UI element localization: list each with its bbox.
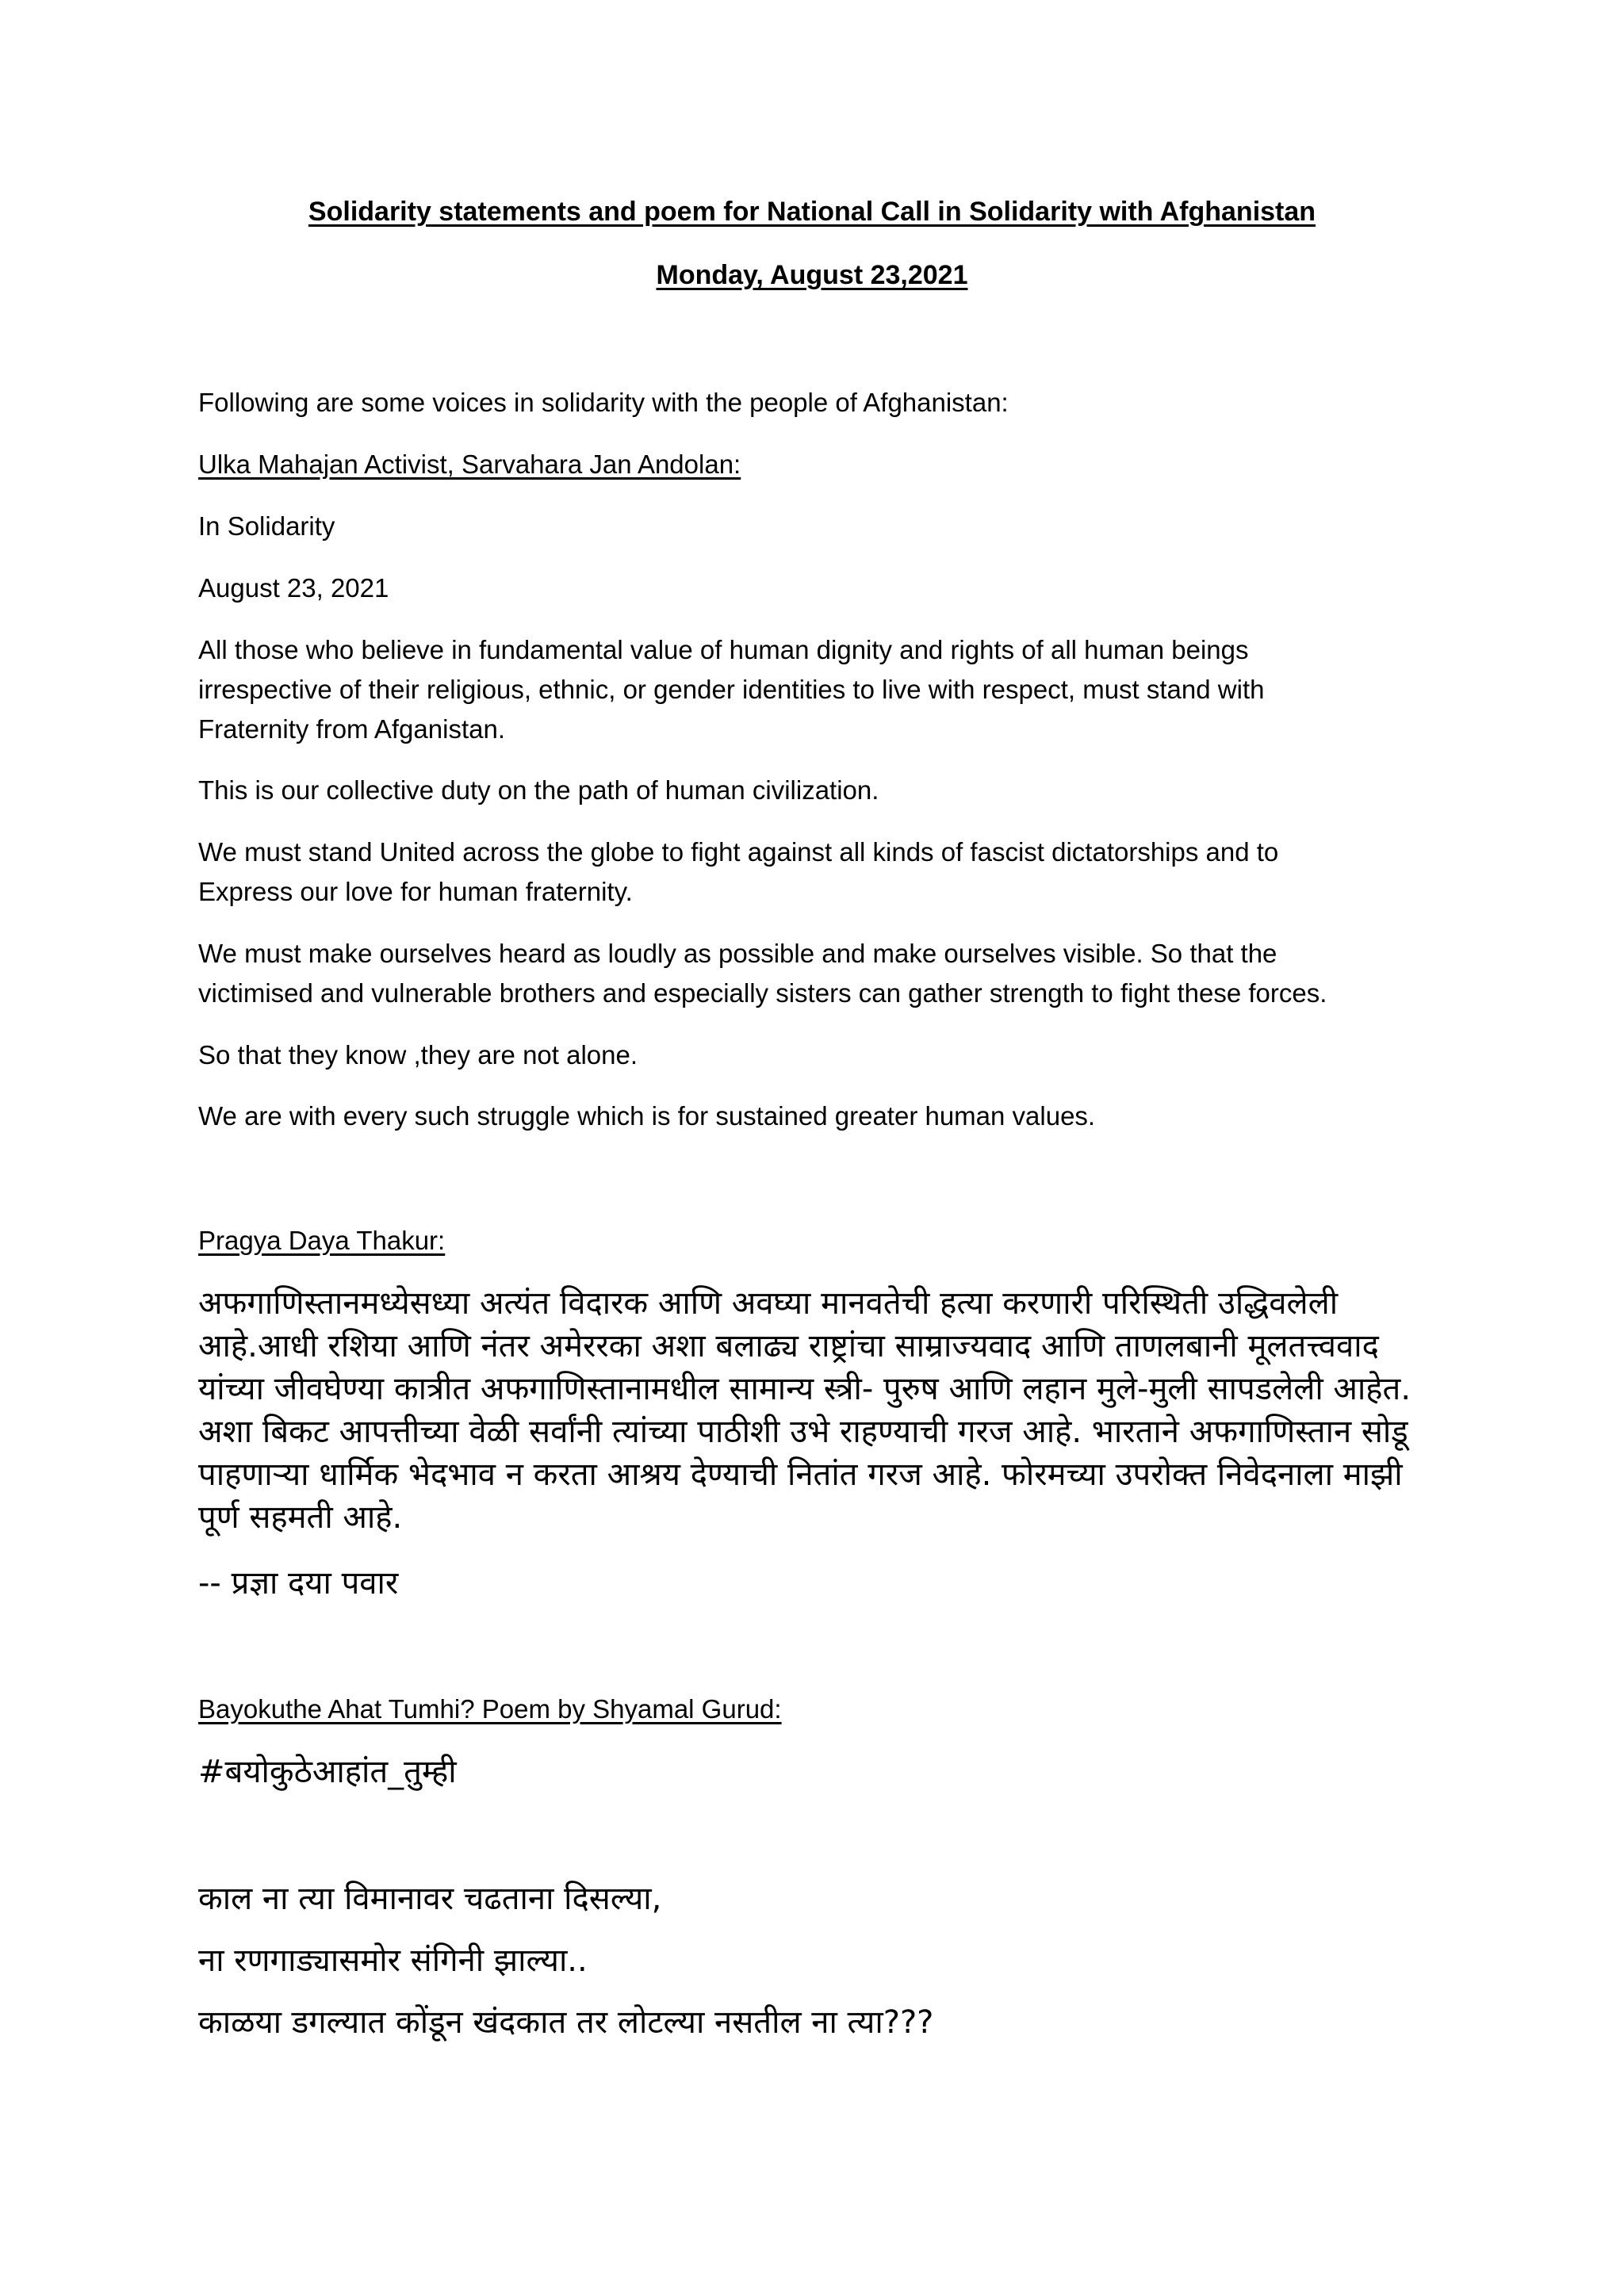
statement-paragraph-line: Fraternity from Afganistan. [198, 714, 505, 744]
statement-date: August 23, 2021 [198, 573, 389, 603]
poem-heading: Bayokuthe Ahat Tumhi? Poem by Shyamal Gurud: [198, 1694, 782, 1724]
statement-paragraph-line: We must stand United across the globe to fight against all kinds of fascist dictatorships and to [198, 837, 1279, 867]
statement-salutation: In Solidarity [198, 511, 335, 541]
marathi-statement-line: यांच्या जीवघेण्या कात्रीत अफगाणिस्तानामधील सामान्य स्त्री- पुरुष आणि लहान मुले-मुली सापडलेली आहेत. [198, 1371, 1411, 1407]
statement-paragraph-line: victimised and vulnerable brothers and especially sisters can gather strength to fight these forces. [198, 978, 1327, 1008]
marathi-statement-line: अफगाणिस्तानमध्येसध्या अत्यंत विदारक आणि अवघ्या मानवतेची हत्या करणारी परिस्थिती उद्धिवलेली [198, 1285, 1339, 1322]
marathi-signature: -- प्रज्ञा दया पवार [198, 1565, 399, 1601]
intro-text: Following are some voices in solidarity with the people of Afghanistan: [198, 388, 1009, 417]
poem-line: काळया डगल्यात कोंडून खंदकात तर लोटल्या नसतील ना त्या??? [198, 2004, 934, 2041]
marathi-statement-line: आहे.आधी रशिया आणि नंतर अमेररका अशा बलाढ्य राष्ट्रांचा साम्राज्यवाद आणि ताणलबानी मूलतत्त्ववाद [198, 1328, 1379, 1364]
document-title: Solidarity statements and poem for National Call in Solidarity with Afghanistan [308, 197, 1316, 227]
poem-line: ना रणगाड्यासमोर संगिनी झाल्या.. [198, 1942, 588, 1979]
statement-paragraph: So that they know ,they are not alone. [198, 1040, 638, 1070]
statement-paragraph: This is our collective duty on the path of human civilization. [198, 775, 879, 805]
statement-paragraph-line: Express our love for human fraternity. [198, 877, 633, 906]
statement-author: Ulka Mahajan Activist, Sarvahara Jan Andolan: [198, 450, 741, 479]
marathi-statement-line: अशा बिकट आपत्तीच्या वेळी सर्वांनी त्यांच्या पाठीशी उभे राहण्याची गरज आहे. भारताने अफगाणिस्तान सोडू [198, 1414, 1408, 1450]
marathi-statement-line: पूर्ण सहमती आहे. [198, 1499, 403, 1536]
marathi-statement-line: पाहणाऱ्या धार्मिक भेदभाव न करता आश्रय देण्याची नितांत गरज आहे. फोरमच्या उपरोक्त निवेदनाला माझी [198, 1456, 1403, 1493]
statement-paragraph: We are with every such struggle which is for sustained greater human values. [198, 1101, 1096, 1131]
statement-paragraph-line: irrespective of their religious, ethnic, or gender identities to live with respect, must stand with [198, 675, 1265, 704]
statement-paragraph-line: All those who believe in fundamental value of human dignity and rights of all human beings [198, 635, 1249, 664]
document-date: Monday, August 23,2021 [656, 260, 968, 290]
statement-author: Pragya Daya Thakur: [198, 1226, 446, 1255]
poem-line: काल ना त्या विमानावर चढताना दिसल्या, [198, 1881, 662, 1917]
poem-hashtag: #बयोकुठेआहांत_तुम्ही [198, 1754, 457, 1790]
statement-paragraph-line: We must make ourselves heard as loudly as possible and make ourselves visible. So that the [198, 939, 1277, 968]
